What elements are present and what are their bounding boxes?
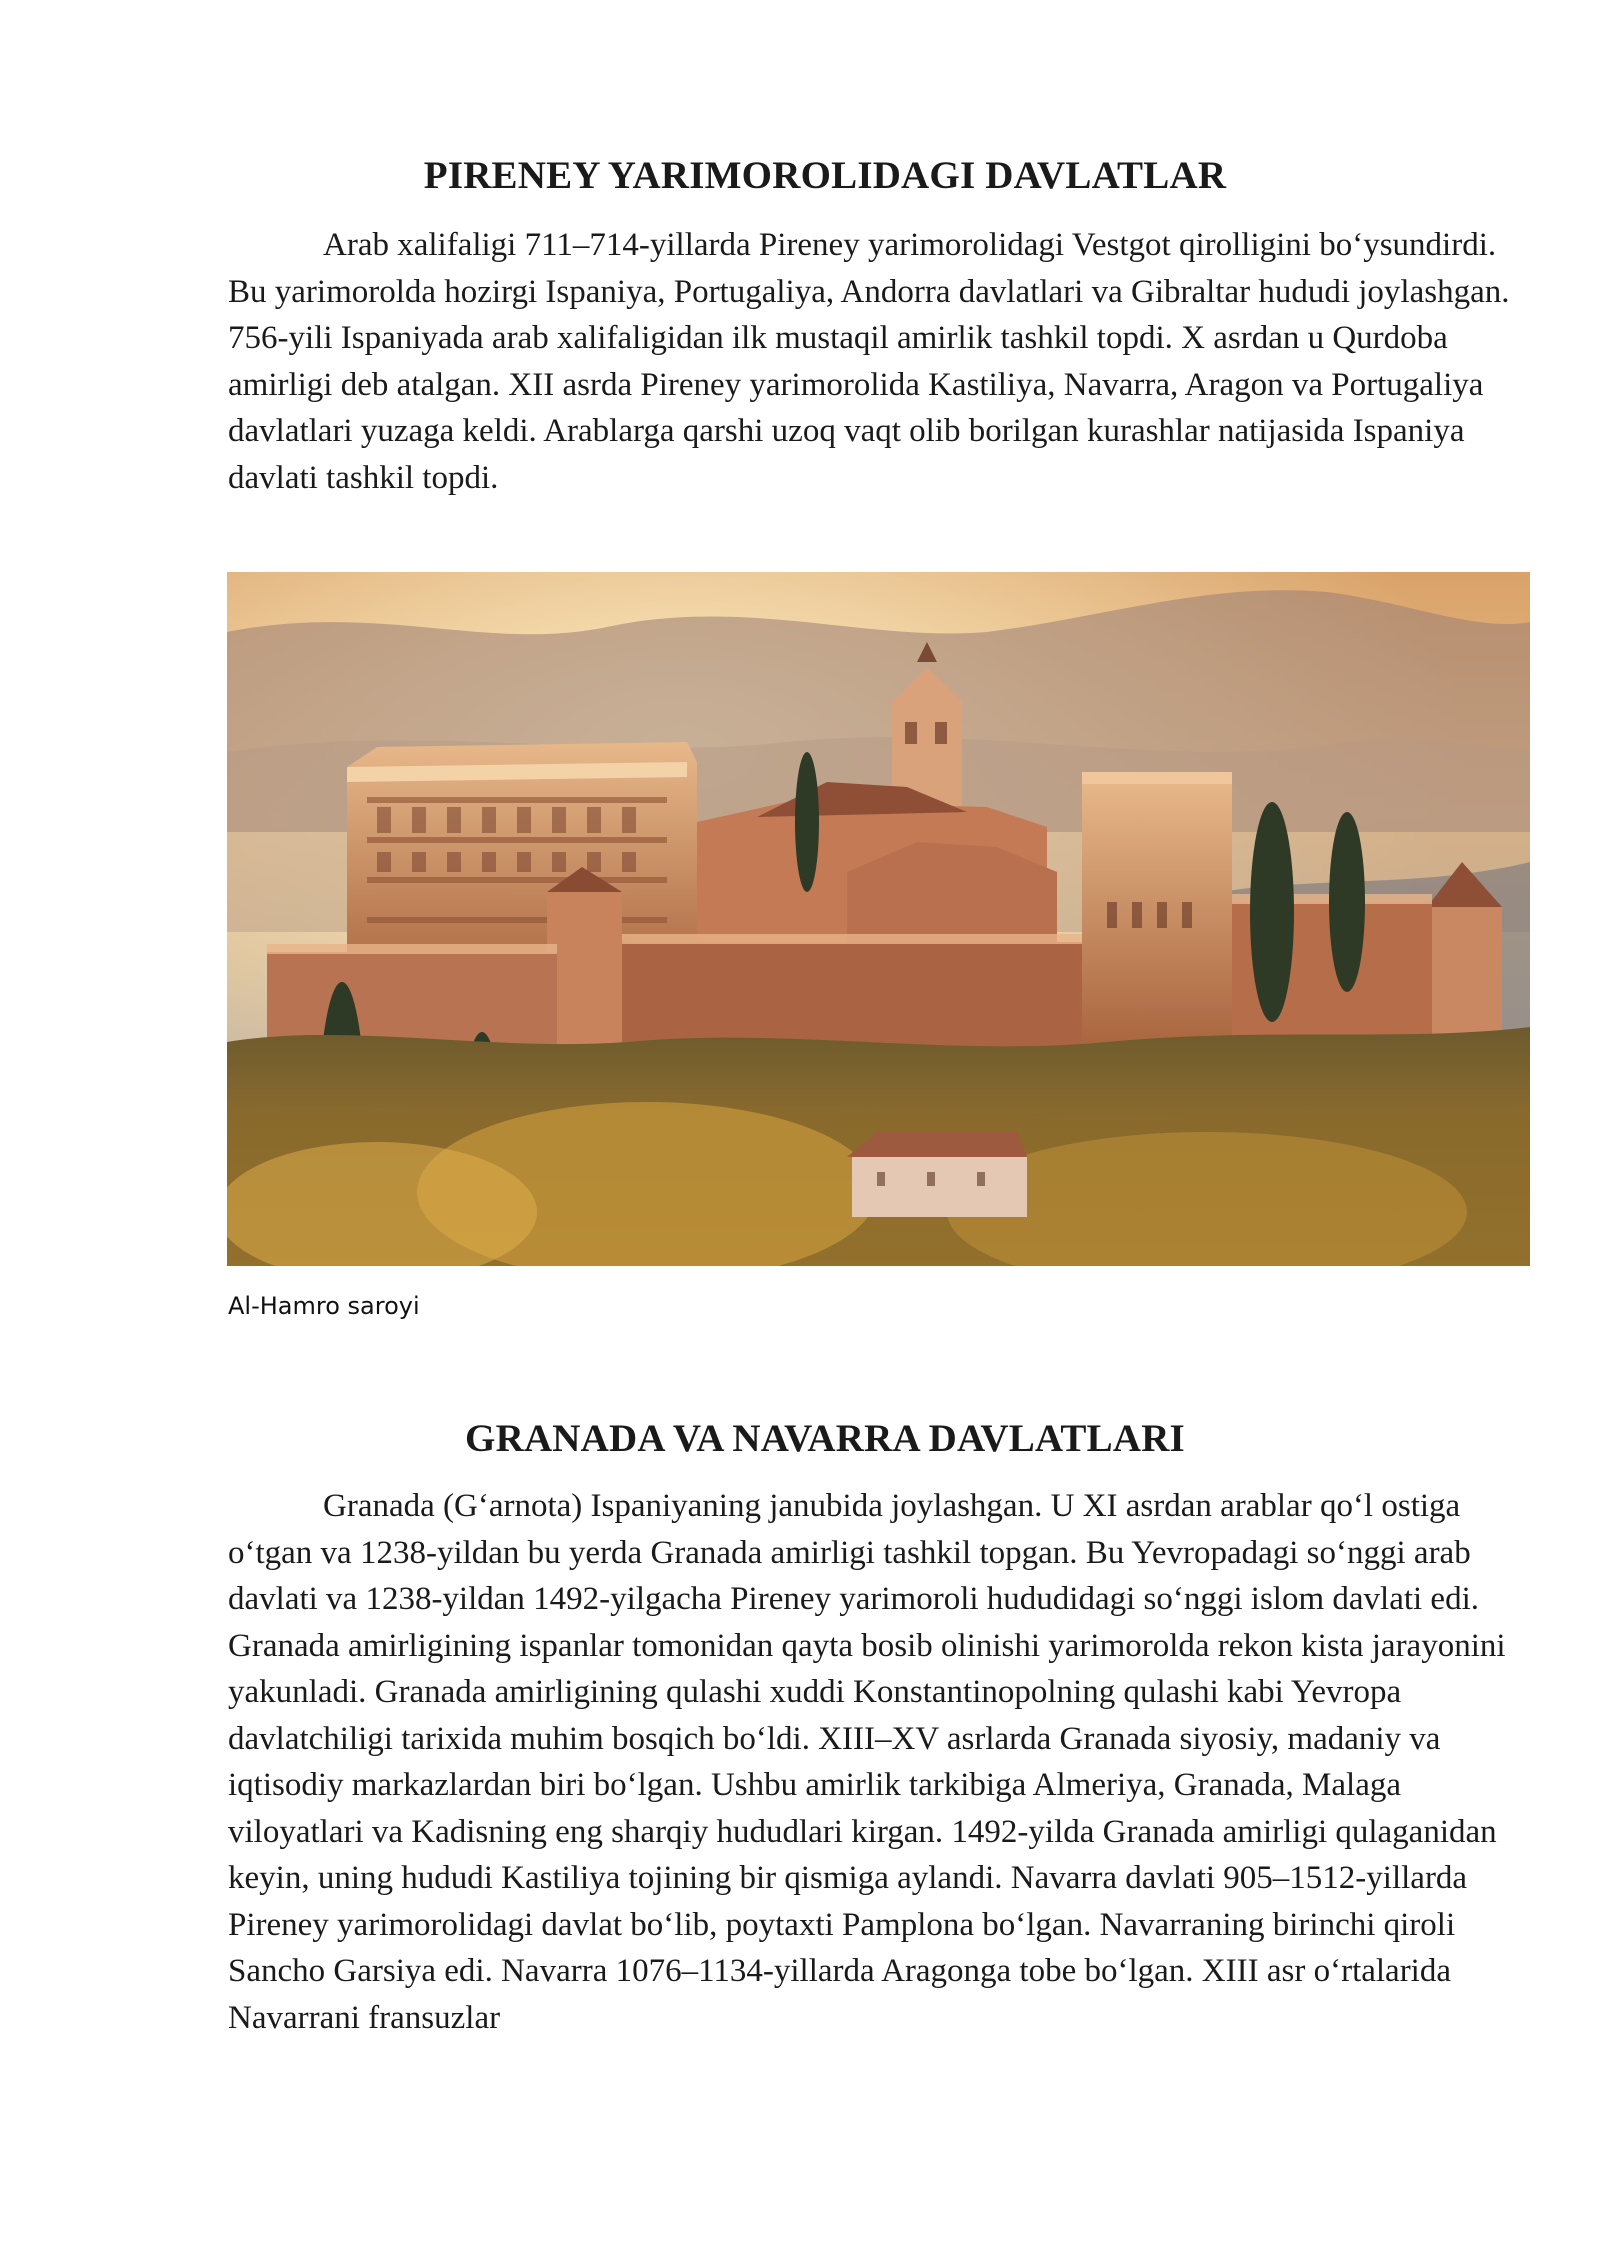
section-title: PIRENEY YARIMOROLIDAGI DAVLATLAR: [423, 154, 1227, 197]
body-paragraph: Arab xalifaligi 711–714-yillarda Pireney yarimorolidagi Vestgot qirolligini bo‘ysundirdi. Bu yarimorolda hozirgi Ispaniya, Portugaliya, Andorra davlatlari va Gibraltar hududi joylashgan. 756-yili Ispaniyada arab xalifaligidan ilk mustaqil amirlik tashkil topdi. X asrdan u Qurdoba amirligi deb atalgan. XII asrda Pireney yarimorolida Kastiliya, Navarra, Aragon va Portugaliya davlatlari yuzaga keldi. Arablarga qarshi uzoq vaqt olib borilgan kurashlar natijasida Ispaniya davlati tashkil topdi.: [228, 227, 1510, 496]
alhambra-painting: [227, 572, 1530, 1266]
body-paragraph: Granada (G‘arnota) Ispaniyaning janubida joylashgan. U XI asrdan arablar qo‘l ostiga o‘tgan va 1238-yildan bu yerda Granada amirligi tashkil topgan. Bu Yevropadagi so‘nggi arab davlati va 1238-yildan 1492-yilgacha Pireney yarimoroli hududidagi so‘nggi islom davlati edi. Granada amirligining ispanlar tomonidan qayta bosib olinishi yarimorolda rekon kista jarayonini yakunladi. Granada amirligining qulashi xuddi Konstantinopolning qulashi kabi Yevropa davlatchiligi tarixida muhim bosqich bo‘ldi. XIII–XV asrlarda Granada siyosiy, madaniy va iqtisodiy markazlardan biri bo‘lgan. Ushbu amirlik tarkibiga Almeriya, Granada, Malaga viloyatlari va Kadisning eng sharqiy hududlari kirgan. 1492-yilda Granada amirligi qulaganidan keyin, uning hududi Kastiliya tojining bir qismiga aylandi. Navarra davlati 905–1512-yillarda Pireney yarimorolidagi davlat bo‘lib, poytaxti Pamplona bo‘lgan. Navarraning birinchi qiroli Sancho Garsiya edi. Navarra 1076–1134-yillarda Aragonga tobe bo‘lgan. XIII asr o‘rtalarida Navarrani fransuzlar: [228, 1488, 1506, 2036]
figure-caption: Al-Hamro saroyi: [228, 1292, 420, 1320]
section-title: GRANADA VA NAVARRA DAVLATLARI: [465, 1417, 1185, 1460]
